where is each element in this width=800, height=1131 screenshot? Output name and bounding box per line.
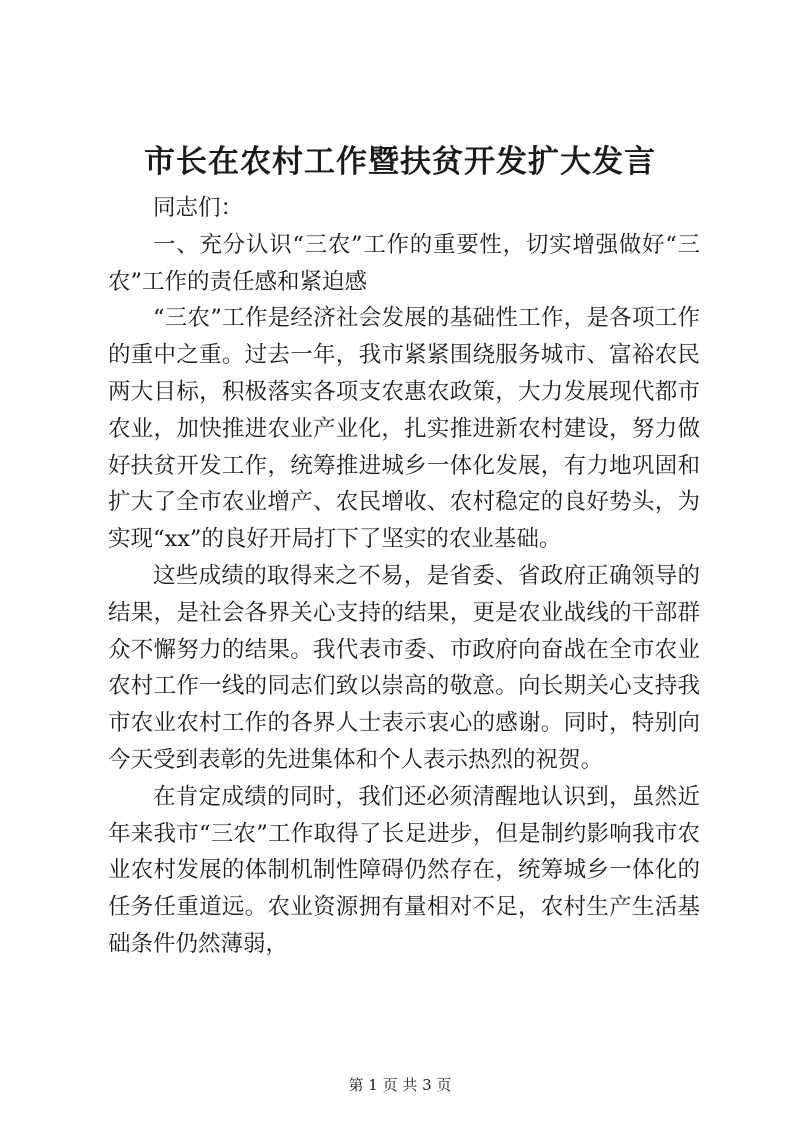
page-number-footer: 第 1 页 共 3 页 (348, 1076, 452, 1094)
salutation-paragraph: 同志们： (153, 195, 244, 221)
document-title: 市长在农村工作暨扶贫开发扩大发言 (144, 144, 656, 180)
document-body (108, 190, 700, 963)
body-paragraph: 在肯定成绩的同时，我们还必须清醒地认识到，虽然近年来我市“三农”工作取得了长足进步，但是制约影响我市农业农村发展的体制机制性障碍仍然存在，统筹城乡一体化的任务任重道远。农业资源拥有量相对不足，农村生产生活基础条件仍然薄弱， (108, 783, 700, 957)
body-paragraph: 这些成绩的取得来之不易，是省委、省政府正确领导的结果，是社会各界关心支持的结果，更是农业战线的干部群众不懈努力的结果。我代表市委、市政府向奋战在全市农业农村工作一线的同志们致以崇高的敬意。向长期关心支持我市农业农村工作的各界人士表示衷心的感谢。同时，特别向今天受到表彰的先进集体和个人表示热烈的祝贺。 (108, 562, 700, 773)
body-paragraph: “三农”工作是经济社会发展的基础性工作，是各项工作的重中之重。过去一年，我市紧紧围绕服务城市、富裕农民两大目标，积极落实各项支农惠农政策，大力发展现代都市农业，加快推进农业产业化，扎实推进新农村建设，努力做好扶贫开发工作，统筹推进城乡一体化发展，有力地巩固和扩大了全市农业增产、农民增收、农村稳定的良好势头，为实现“xx”的良好开局打下了坚实的农业基础。 (108, 305, 700, 553)
section-heading-paragraph: 一、充分认识“三农”工作的重要性，切实增强做好“三农”工作的责任感和紧迫感 (108, 231, 700, 295)
